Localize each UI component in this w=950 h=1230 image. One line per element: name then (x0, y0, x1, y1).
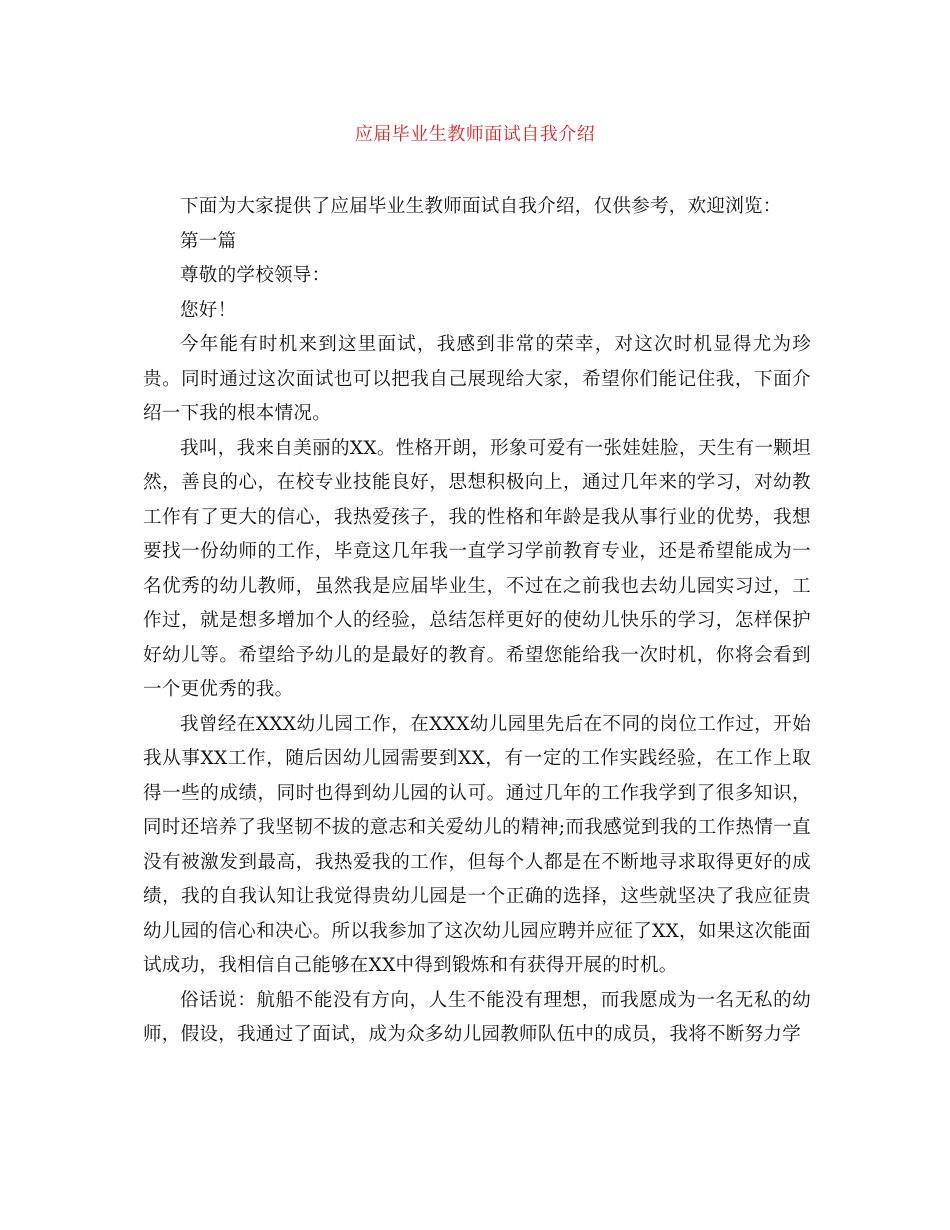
salutation: 尊敬的学校领导： (180, 265, 331, 286)
document-body (143, 190, 811, 1053)
body-paragraph: 今年能有时机来到这里面试，我感到非常的荣幸，对这次时机显得尤为珍贵。同时通过这次面试也可以把我自己展现给大家，希望你们能记住我，下面介绍一下我的根本情况。 (143, 334, 811, 424)
greeting: 您好！ (180, 299, 237, 321)
body-paragraph: 俗话说：航船不能没有方向，人生不能没有理想，而我愿成为一名无私的幼师，假设，我通过了面试，成为众多幼儿园教师队伍中的成员，我将不断努力学 (143, 989, 811, 1045)
body-paragraph: 我曾经在XXX幼儿园工作，在XXX幼儿园里先后在不同的岗位工作过，开始我从事XX工作，随后因幼儿园需要到XX，有一定的工作实践经验，在工作上取得一些的成绩，同时也得到幼儿园的认可。通过几年的工作我学到了很多知识，同时还培养了我坚韧不拔的意志和关爱幼儿的精神;而我感觉到我的工作热情一直没有被激发到最高，我热爱我的工作，但每个人都是在不断地寻求取得更好的成绩，我的自我认知让我觉得贵幼儿园是一个正确的选择，这些就坚决了我应征贵幼儿园的信心和决心。所以我参加了这次幼儿园应聘并应征了XX，如果这次能面试成功，我相信自己能够在XX中得到锻炼和有获得开展的时机。 (143, 713, 811, 976)
body-paragraph: 我叫，我来自美丽的XX。性格开朗，形象可爱有一张娃娃脸，天生有一颗坦然，善良的心，在校专业技能良好，思想积极向上，通过几年来的学习，对幼教工作有了更大的信心，我热爱孩子，我的性格和年龄是我从事行业的优势，我想要找一份幼师的工作，毕竟这几年我一直学习学前教育专业，还是希望能成为一名优秀的幼儿教师，虽然我是应届毕业生，不过在之前我也去幼儿园实习过，工作过，就是想多增加个人的经验，总结怎样更好的使幼儿快乐的学习，怎样保护好幼儿等。希望给予幼儿的是最好的教育。希望您能给我一次时机，你将会看到一个更优秀的我。 (143, 437, 811, 700)
intro-paragraph: 下面为大家提供了应届毕业生教师面试自我介绍，仅供参考，欢迎浏览： (180, 196, 782, 217)
document-title: 应届毕业生教师面试自我介绍 (354, 124, 596, 145)
section-heading: 第一篇 (180, 230, 237, 252)
